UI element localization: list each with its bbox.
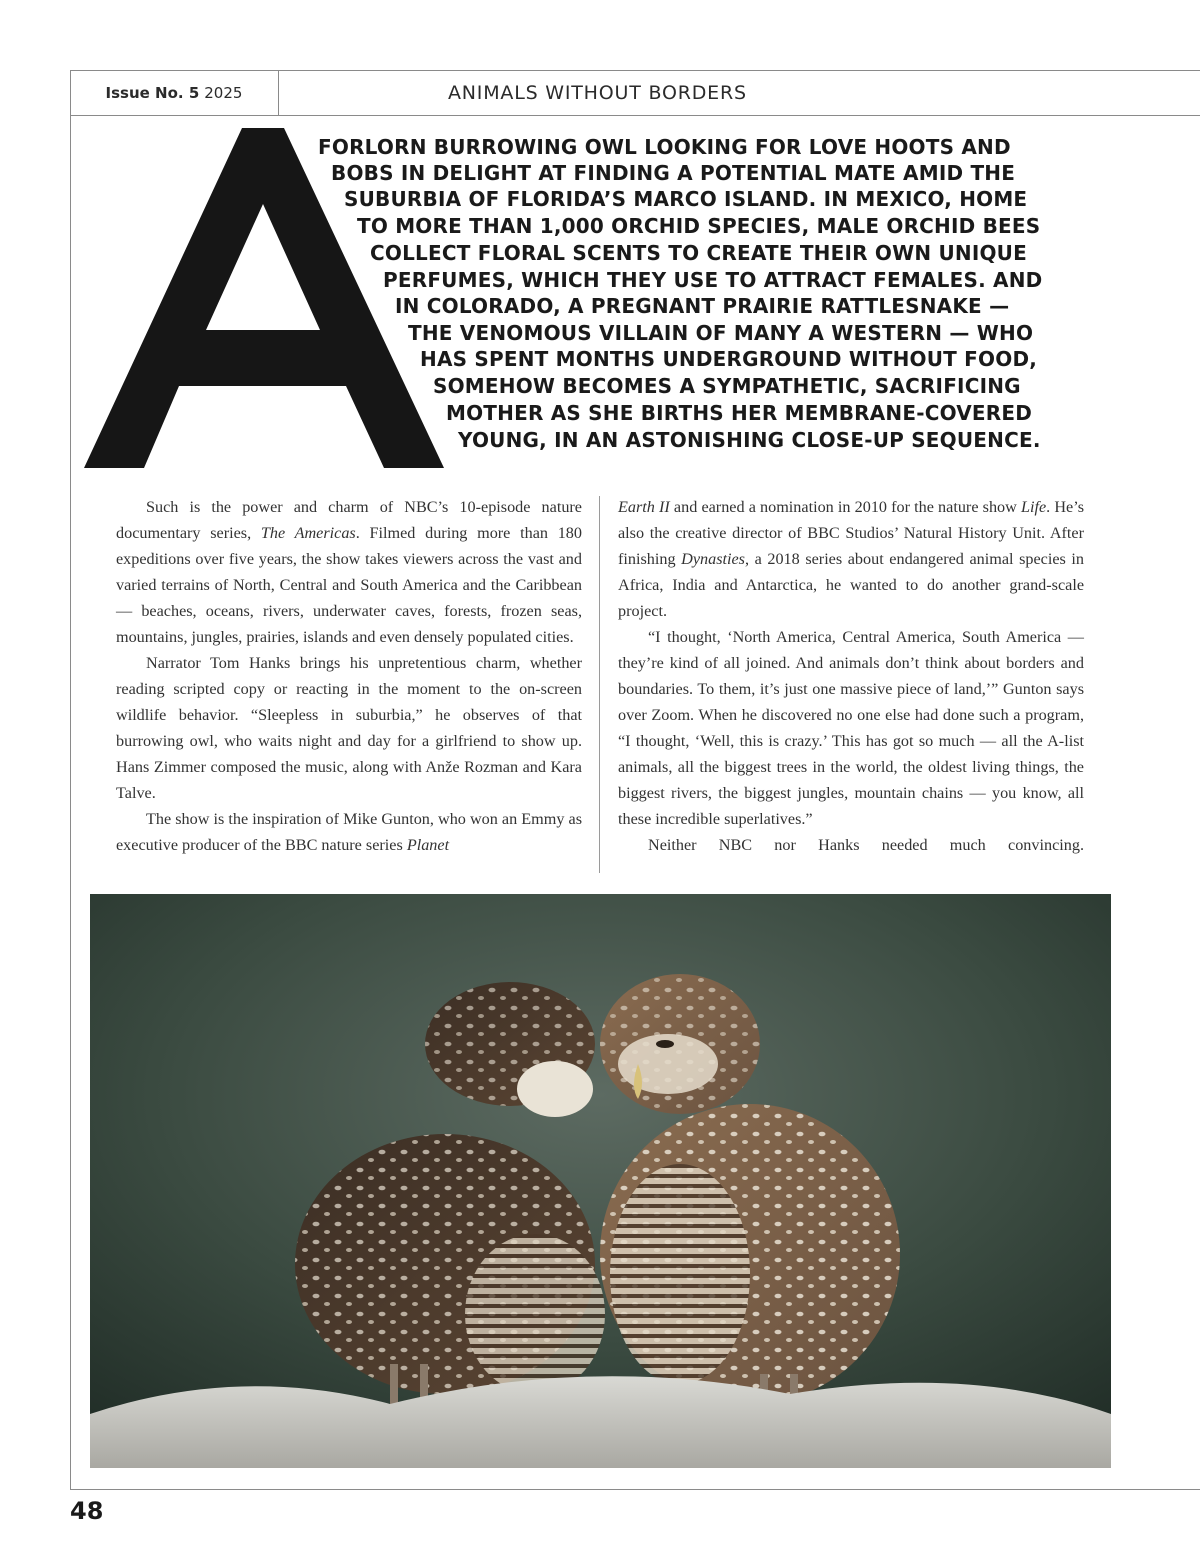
lede-line: COLLECT FLORAL SCENTS TO CREATE THEIR OWN UNIQUE xyxy=(370,241,1027,265)
issue-label xyxy=(70,70,279,115)
body-paragraph: The show is the inspiration of Mike Gunton, who won an Emmy as executive producer of the BBC nature series Planet xyxy=(116,810,582,854)
show-title: The Americas xyxy=(260,524,356,542)
lede-line: THE VENOMOUS VILLAIN OF MANY A WESTERN — WHO xyxy=(408,321,1034,345)
issue-number: Issue No. 5 xyxy=(105,83,200,102)
column-divider xyxy=(599,496,600,873)
lede-line: FORLORN BURROWING OWL LOOKING FOR LOVE HOOTS AND xyxy=(318,135,1011,159)
lede-line: BOBS IN DELIGHT AT FINDING A POTENTIAL MATE AMID THE xyxy=(331,161,1016,185)
section-title: ANIMALS WITHOUT BORDERS xyxy=(448,81,747,104)
lede-line: TO MORE THAN 1,000 ORCHID SPECIES, MALE ORCHID BEES xyxy=(357,214,1041,238)
body-paragraph: “I thought, ‘North America, Central America, South America — they’re kind of all joined. And animals don’t think about borders and boundaries. To them, it’s just one massive piece of land,’” Gunton says over Zoom. When he discovered no one else had done such a program, “I thought, ‘Well, this is crazy.’ This has got so much — all the A-list animals, all the biggest trees in the world, the oldest living things, the biggest rivers, the biggest jungles, mountain chains — you know, all these incredible superlatives.” xyxy=(618,628,1084,828)
owl-photo-illustration xyxy=(90,894,1111,1468)
body-paragraph: Such is the power and charm of NBC’s 10-episode nature documentary series, The Americas. Filmed during more than 180 expeditions over five years, the show takes viewers across the vast and varied terrains of North, Central and South America and the Caribbean — beaches, oceans, rivers, underwater caves, forests, frozen seas, mountains, jungles, prairies, islands and even densely populated cities. xyxy=(116,498,582,646)
issue-year: 2025 xyxy=(204,83,243,102)
body-column-right xyxy=(618,494,1084,858)
series-title: Earth II xyxy=(618,498,670,516)
body-column-left xyxy=(116,494,582,858)
body-paragraph: Neither NBC nor Hanks needed much convincing. xyxy=(648,836,1084,854)
body-paragraph: Narrator Tom Hanks brings his unpretentious charm, whether reading scripted copy or reacting in the moment to the on-screen wildlife behavior. “Sleepless in suburbia,” he observes of that burrowing owl, who waits night and day for a girlfriend to show up. Hans Zimmer composed the music, along with Anže Rozman and Kara Talve. xyxy=(116,654,582,802)
page-number: 48 xyxy=(70,1497,104,1525)
lede-line: SOMEHOW BECOMES A SYMPATHETIC, SACRIFICING xyxy=(433,374,1021,398)
series-title: Planet xyxy=(406,836,450,854)
lede-line: HAS SPENT MONTHS UNDERGROUND WITHOUT FOOD, xyxy=(420,347,1038,371)
lede-line: MOTHER AS SHE BIRTHS HER MEMBRANE-COVERED xyxy=(446,401,1033,425)
running-header xyxy=(70,70,1200,116)
lede-line: PERFUMES, WHICH THEY USE TO ATTRACT FEMALES. AND xyxy=(383,268,1043,292)
lede-line: IN COLORADO, A PREGNANT PRAIRIE RATTLESNAKE — xyxy=(395,294,1010,318)
body-paragraph-continued: Earth II and earned a nomination in 2010 for the nature show Life. He’s also the creative director of BBC Studios’ Natural History Unit. After finishing Dynasties, a 2018 series about endangered animal species in Africa, India and Antarctica, he wanted to do another grand-scale project. xyxy=(618,498,1085,620)
lede-line: YOUNG, IN AN ASTONISHING CLOSE-UP SEQUENCE. xyxy=(458,428,1041,452)
series-title: Dynasties xyxy=(681,550,745,568)
lede-line: SUBURBIA OF FLORIDA’S MARCO ISLAND. IN MEXICO, HOME xyxy=(344,187,1028,211)
series-title: Life xyxy=(1020,498,1047,516)
owl-photo xyxy=(90,894,1111,1468)
